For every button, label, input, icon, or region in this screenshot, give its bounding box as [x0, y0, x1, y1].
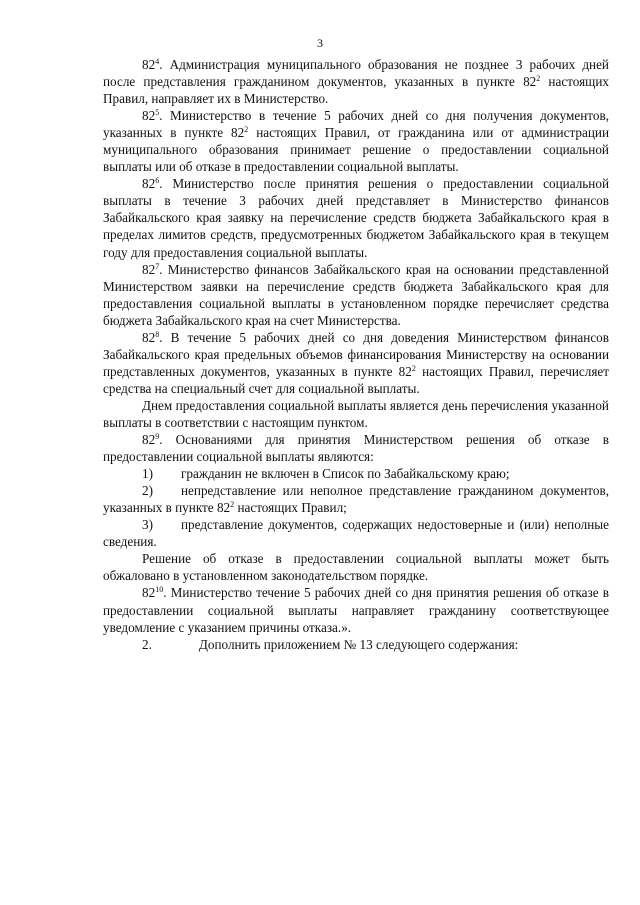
paragraph-p82-4 — [103, 56, 609, 107]
superscript: 2 — [536, 74, 541, 84]
text-run: . Основаниями для принятия Министерством решения об отказе в предоставлении социальной выплаты являются: — [103, 432, 609, 465]
superscript: 8 — [155, 329, 160, 339]
text-run: . Министерство течение 5 рабочих дней со дня принятия решения об отказе в предоставлении социальной выплаты направляет гражданину соответствующее уведомление с указанием причины отказа.». — [103, 585, 609, 635]
text-run: Решение об отказе в предоставлении социальной выплаты может быть обжаловано в установленном законодательством порядке. — [103, 551, 609, 584]
text-run: 2. — [142, 636, 152, 652]
superscript: 2 — [230, 500, 235, 510]
superscript: 7 — [155, 261, 160, 271]
text-run: настоящих Правил; — [234, 500, 347, 516]
text-run: 82 — [142, 108, 156, 124]
superscript: 5 — [155, 108, 160, 118]
text-run: 3) — [142, 517, 153, 533]
paragraph-p82-7 — [103, 261, 609, 329]
paragraph-p-2 — [103, 636, 609, 653]
text-run: 82 — [142, 261, 156, 277]
text-run: . Министерство после принятия решения о предоставлении социальной выплаты в течение 3 рабочих дней представляет в Министерство финансов Забайкальского края заявку на перечисление средств бюджета Забайкальского края в пределах лимитов средств, предусмотренных бюджетом Забайкальского края в текущем году для предоставления социальной выплаты. — [103, 176, 609, 260]
superscript: 10 — [155, 585, 164, 595]
text-run: . В течение 5 рабочих дней со дня доведения Министерством финансов Забайкальского края предельных объемов финансирования Министерству на основании представленных документов, указанных в пункте 82 — [103, 329, 609, 379]
text-run: . Министерство в течение 5 рабочих дней со дня получения документов, указанных в пункте 82 — [103, 108, 609, 141]
paragraph-p82-5 — [103, 107, 609, 175]
text-run: 82 — [142, 329, 156, 345]
text-run: 1) — [142, 466, 153, 482]
text-run: 82 — [142, 585, 156, 601]
text-run: 82 — [142, 432, 156, 448]
paragraph-p82-8 — [103, 329, 609, 397]
paragraph-p-day — [103, 397, 609, 431]
text-run: 82 — [142, 176, 156, 192]
text-run: настоящих Правил, перечисляет средства на специальный счет для социальной выплаты. — [103, 363, 609, 396]
text-run: представление документов, содержащих недостоверные и (или) неполные сведения. — [103, 517, 609, 550]
paragraph-p-item-3 — [103, 516, 609, 550]
text-run: . Министерство финансов Забайкальского края на основании представленной Министерством заявки на перечисление средств бюджета Забайкальского края для предоставления социальной выплаты в установленном порядке перечисляет средства бюджета Забайкальского края на счет Министерства. — [103, 261, 609, 328]
paragraph-p-item-2 — [103, 482, 609, 516]
text-run: настоящих Правил, от гражданина или от администрации муниципального образования принимает решение о предоставлении социальной выплаты или об отказе в предоставлении социальной выплаты. — [103, 125, 609, 175]
text-run: . Администрация муниципального образования не позднее 3 рабочих дней после представления гражданином документов, указанных в пункте 82 — [103, 57, 609, 90]
superscript: 6 — [155, 176, 160, 186]
document-body — [103, 56, 609, 653]
superscript: 4 — [155, 57, 160, 66]
text-run: гражданин не включен в Список по Забайкальскому краю; — [181, 466, 510, 482]
paragraph-p82-9 — [103, 431, 609, 465]
superscript: 9 — [155, 432, 160, 442]
page-number: 3 — [317, 36, 323, 50]
paragraph-p82-10 — [103, 584, 609, 635]
text-run: 82 — [142, 57, 156, 72]
text-run: 2) — [142, 483, 153, 499]
text-run: Днем предоставления социальной выплаты является день перечисления указанной выплаты в соответствии с настоящим пунктом. — [103, 397, 609, 430]
text-run: непредставление или неполное представление гражданином документов, указанных в пункте 82 — [103, 483, 609, 516]
superscript: 2 — [411, 363, 416, 373]
paragraph-p82-6 — [103, 175, 609, 260]
paragraph-p-refusal — [103, 550, 609, 584]
text-run: Дополнить приложением № 13 следующего содержания: — [198, 636, 519, 652]
paragraph-p-item-1 — [103, 465, 609, 482]
text-run: настоящих Правил, направляет их в Министерство. — [103, 74, 609, 107]
superscript: 2 — [244, 125, 249, 135]
